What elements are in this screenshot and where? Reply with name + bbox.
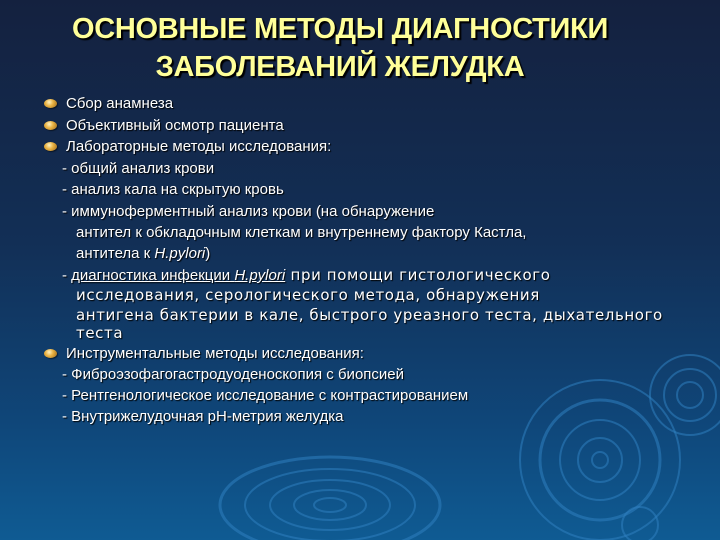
- infection-diagnostics-link[interactable]: [71, 267, 285, 284]
- bullet-icon: [44, 121, 57, 130]
- title-line-1: ОСНОВНЫЕ МЕТОДЫ ДИАГНОСТИКИ: [71, 13, 609, 45]
- lab-elisa-line-2: антител к обкладочным клеткам и внутреннему фактору Кастла,: [76, 224, 527, 241]
- lab-elisa-line-3: [76, 245, 210, 263]
- lab-blood-test: - общий анализ крови: [62, 160, 215, 177]
- instr-xray: - Рентгенологическое исследование с контрастированием: [62, 387, 469, 404]
- bullet-icon: [44, 142, 57, 151]
- bullet-icon: [44, 99, 57, 108]
- bullet-icon: [44, 349, 57, 358]
- lab-elisa-line-1: - иммуноферментный анализ крови (на обнаружение: [62, 203, 435, 220]
- hpylori-term: H.pylori: [154, 245, 206, 262]
- lab-occult-blood: - анализ кала на скрытую кровь: [62, 181, 284, 198]
- lab-elisa-text: антитела к: [76, 245, 155, 262]
- instr-fgds: - Фиброэзофагогастродуоденоскопия с биопсией: [62, 366, 405, 383]
- lab-infection-line-2: исследования, серологического метода, обнаружения: [76, 286, 540, 304]
- item-history: Сбор анамнеза: [66, 95, 174, 112]
- item-examination: Объективный осмотр пациента: [66, 117, 284, 134]
- title-line-2: ЗАБОЛЕВАНИЙ ЖЕЛУДКА: [155, 51, 525, 83]
- lab-infection-rest: при помощи гистологического: [285, 266, 551, 284]
- lab-infection-line-3: антигена бактерии в кале, быстрого уреазного теста, дыхательного: [76, 306, 663, 324]
- item-instrumental-methods: Инструментальные методы исследования:: [66, 345, 364, 362]
- lab-infection-line-1: [62, 266, 551, 285]
- infection-diagnostics-text: диагностика инфекции: [71, 267, 235, 284]
- item-lab-methods: Лабораторные методы исследования:: [66, 138, 332, 155]
- instr-ph-metry: - Внутрижелудочная рН-метрия желудка: [62, 408, 344, 425]
- lab-infection-line-4: теста: [76, 324, 124, 342]
- lab-elisa-close: ): [205, 245, 211, 262]
- hpylori-term-2: H.pylori: [234, 267, 286, 284]
- lab-infection-dash: -: [62, 267, 72, 284]
